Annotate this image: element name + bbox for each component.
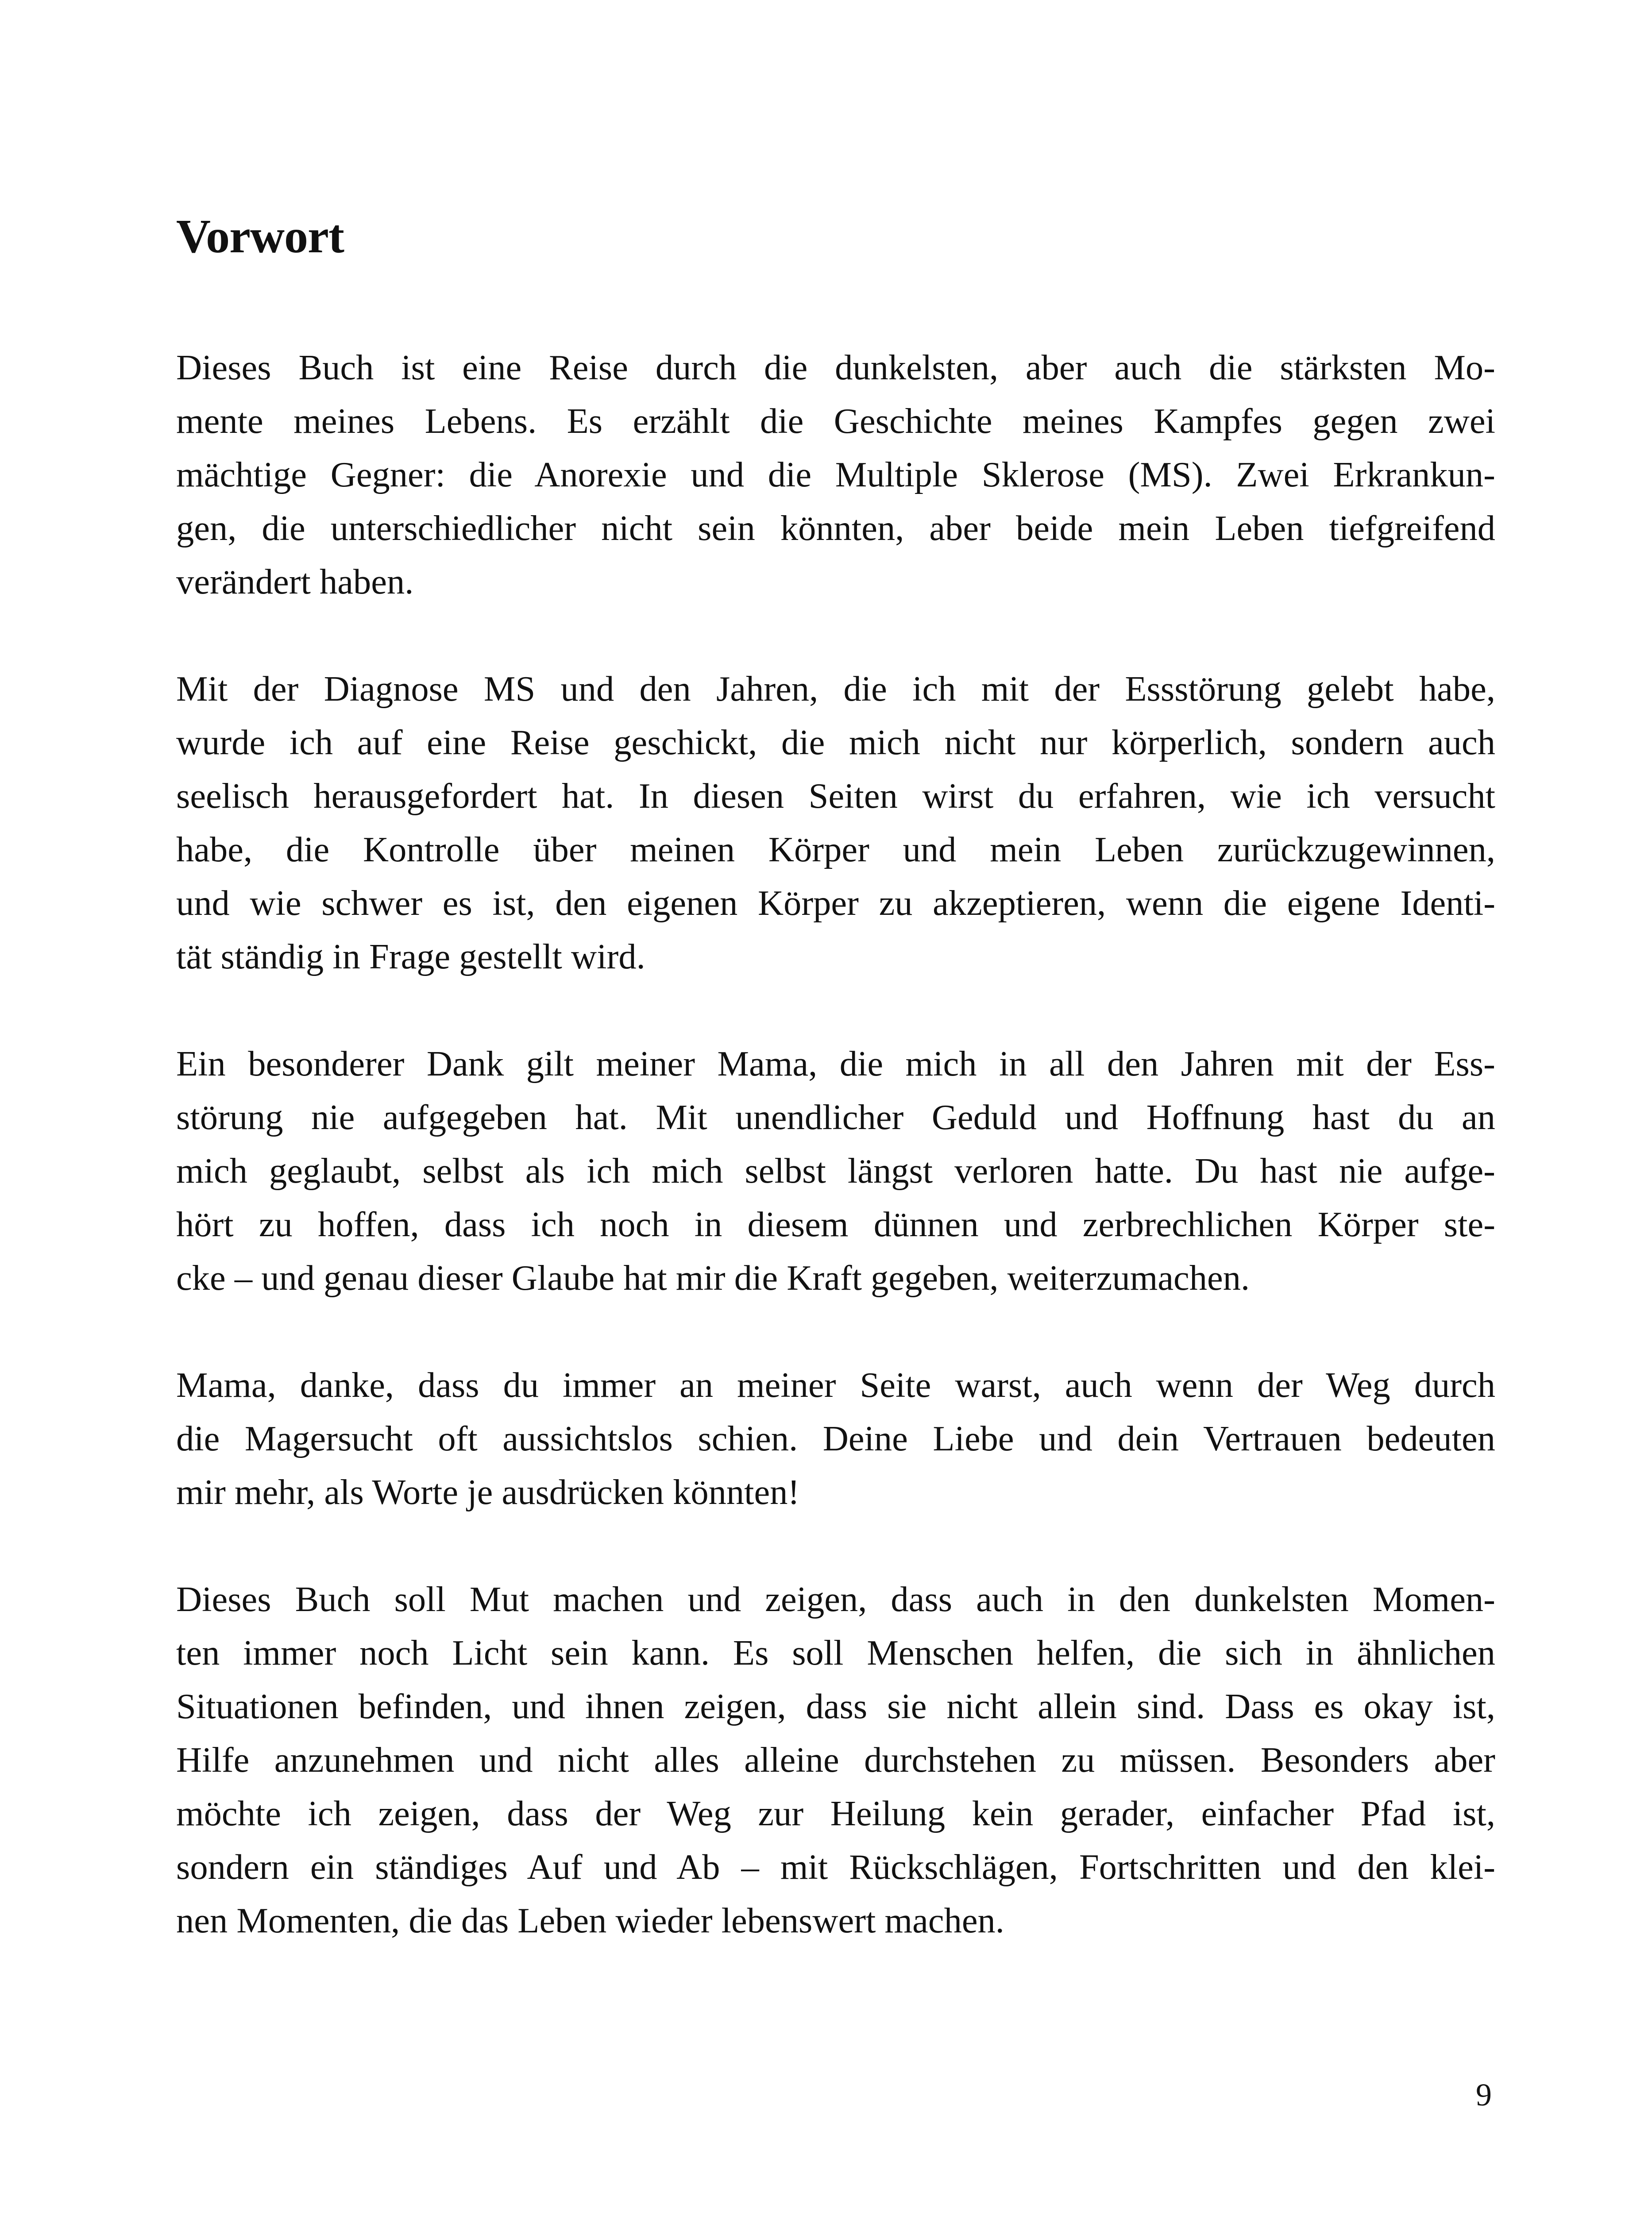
text-line: Mama, danke, dass du immer an meiner Seite warst, auch wenn der Weg durch: [176, 1365, 1495, 1405]
text-line: mir mehr, als Worte je ausdrücken könnten!: [176, 1473, 800, 1512]
paragraph: [176, 1037, 1495, 1305]
text-line: wurde ich auf eine Reise geschickt, die mich nicht nur körperlich, sondern auch: [176, 723, 1495, 762]
text-line: verändert haben.: [176, 562, 414, 601]
text-line: habe, die Kontrolle über meinen Körper und mein Leben zurückzugewinnen,: [176, 830, 1495, 869]
text-line: nen Momenten, die das Leben wieder lebenswert machen.: [176, 1901, 1004, 1940]
paragraph: [176, 1573, 1495, 1947]
text-line: die Magersucht oft aussichtslos schien. Deine Liebe und dein Vertrauen bedeuten: [176, 1419, 1495, 1458]
chapter-heading: Vorwort: [176, 210, 344, 263]
text-line: Dieses Buch soll Mut machen und zeigen, dass auch in den dunkelsten Momen-: [176, 1580, 1495, 1619]
paragraph: [176, 662, 1495, 983]
text-line: Dieses Buch ist eine Reise durch die dunkelsten, aber auch die stärksten Mo-: [176, 348, 1495, 387]
text-line: mich geglaubt, selbst als ich mich selbst längst verloren hatte. Du hast nie aufge-: [176, 1151, 1495, 1191]
text-line: seelisch herausgefordert hat. In diesen Seiten wirst du erfahren, wie ich versucht: [176, 776, 1495, 816]
text-line: gen, die unterschiedlicher nicht sein könnten, aber beide mein Leben tiefgreifend: [176, 509, 1495, 548]
paragraph: [176, 341, 1495, 609]
text-line: Mit der Diagnose MS und den Jahren, die ich mit der Essstörung gelebt habe,: [176, 669, 1495, 709]
text-line: tät ständig in Frage gestellt wird.: [176, 937, 645, 976]
body-text: [176, 341, 1495, 2001]
text-line: Ein besonderer Dank gilt meiner Mama, die mich in all den Jahren mit der Ess-: [176, 1044, 1495, 1083]
text-line: ten immer noch Licht sein kann. Es soll Menschen helfen, die sich in ähnlichen: [176, 1633, 1495, 1673]
paragraph: [176, 1358, 1495, 1519]
text-line: Hilfe anzunehmen und nicht alles alleine durchstehen zu müssen. Besonders aber: [176, 1740, 1495, 1780]
text-line: Situationen befinden, und ihnen zeigen, dass sie nicht allein sind. Dass es okay ist,: [176, 1687, 1495, 1726]
text-line: mente meines Lebens. Es erzählt die Geschichte meines Kampfes gegen zwei: [176, 401, 1495, 441]
text-line: möchte ich zeigen, dass der Weg zur Heilung kein gerader, einfacher Pfad ist,: [176, 1794, 1495, 1833]
text-line: hört zu hoffen, dass ich noch in diesem dünnen und zerbrechlichen Körper ste-: [176, 1205, 1495, 1244]
text-line: cke – und genau dieser Glaube hat mir die Kraft gegeben, weiterzumachen.: [176, 1258, 1250, 1298]
text-line: und wie schwer es ist, den eigenen Körper zu akzeptieren, wenn die eigene Identi-: [176, 883, 1495, 923]
page-number: 9: [1476, 2077, 1492, 2113]
text-line: mächtige Gegner: die Anorexie und die Multiple Sklerose (MS). Zwei Erkrankun-: [176, 455, 1495, 494]
text-line: störung nie aufgegeben hat. Mit unendlicher Geduld und Hoffnung hast du an: [176, 1098, 1495, 1137]
text-line: sondern ein ständiges Auf und Ab – mit Rückschlägen, Fortschritten und den klei-: [176, 1847, 1495, 1887]
